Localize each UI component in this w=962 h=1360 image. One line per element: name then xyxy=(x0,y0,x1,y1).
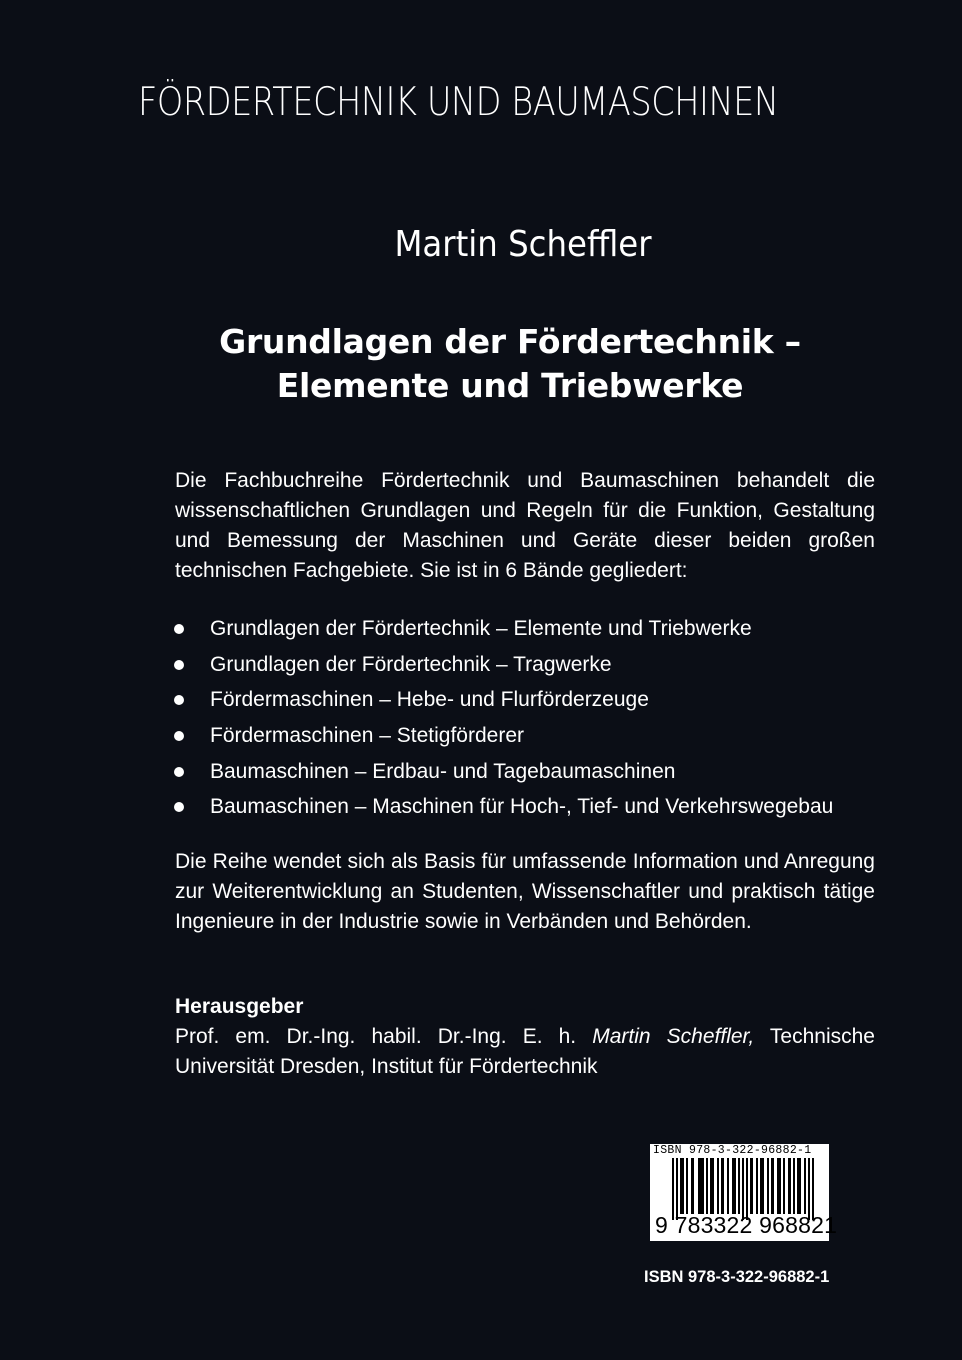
volume-label: Fördermaschinen – Stetigförderer xyxy=(210,723,524,747)
barcode-digits: 9 783322 968821 xyxy=(655,1212,838,1238)
bullet-icon xyxy=(174,731,184,741)
publisher-name: Martin Scheffler, xyxy=(592,1025,755,1048)
publisher-prefix: Prof. em. Dr.-Ing. habil. Dr.-Ing. E. h. xyxy=(175,1025,593,1048)
volume-item xyxy=(170,647,890,683)
book-title-line1: Grundlagen der Fördertechnik – xyxy=(219,322,801,361)
bullet-icon xyxy=(174,695,184,705)
volume-list xyxy=(170,611,890,825)
barcode xyxy=(650,1144,838,1241)
volume-item xyxy=(170,789,890,825)
publisher-label: Herausgeber xyxy=(175,995,304,1018)
bullet-icon xyxy=(174,660,184,670)
bullet-icon xyxy=(174,624,184,634)
publisher-suffix: Technische Universität Dresden, Institut für Fördertechnik xyxy=(175,1025,875,1078)
volume-label: Baumaschinen – Maschinen für Hoch-, Tief- und Verkehrswegebau xyxy=(210,795,834,819)
author-name: Martin Scheffler xyxy=(394,224,652,265)
volume-label: Grundlagen der Fördertechnik – Elemente und Triebwerke xyxy=(210,616,752,640)
publisher-info xyxy=(175,1022,875,1082)
series-description: Die Fachbuchreihe Fördertechnik und Baumaschinen behandelt die wissenschaftlichen Grundlagen und Regeln für die Funktion, Gestaltung und Bemessung der Maschinen und Geräte dieser beiden großen technischen Fachgebiete. Sie ist in 6 Bände gegliedert: xyxy=(175,469,875,582)
barcode-isbn-header: ISBN 978-3-322-96882-1 xyxy=(653,1144,812,1157)
volume-label: Fördermaschinen – Hebe- und Flurförderzeuge xyxy=(210,688,649,712)
volume-item xyxy=(170,754,890,790)
volume-item xyxy=(170,682,890,718)
series-title: FÖRDERTECHNIK UND BAUMASCHINEN xyxy=(138,80,779,125)
bullet-icon xyxy=(174,767,184,777)
barcode-bars-icon xyxy=(672,1158,822,1220)
volume-label: Grundlagen der Fördertechnik – Tragwerke xyxy=(210,652,612,676)
volume-label: Baumaschinen – Erdbau- und Tagebaumaschinen xyxy=(210,759,676,783)
book-title-line2: Elemente und Triebwerke xyxy=(276,366,744,405)
isbn-label: ISBN 978-3-322-96882-1 xyxy=(644,1268,830,1286)
bullet-icon xyxy=(174,802,184,812)
volume-item xyxy=(170,611,890,647)
volume-item xyxy=(170,718,890,754)
book-title xyxy=(160,320,860,408)
audience-description: Die Reihe wendet sich als Basis für umfassende Information und Anregung zur Weiterentwicklung an Studenten, Wissenschaftler und praktisch tätige Ingenieure in der Industrie sowie in Verbänden und Behörden. xyxy=(175,850,875,933)
